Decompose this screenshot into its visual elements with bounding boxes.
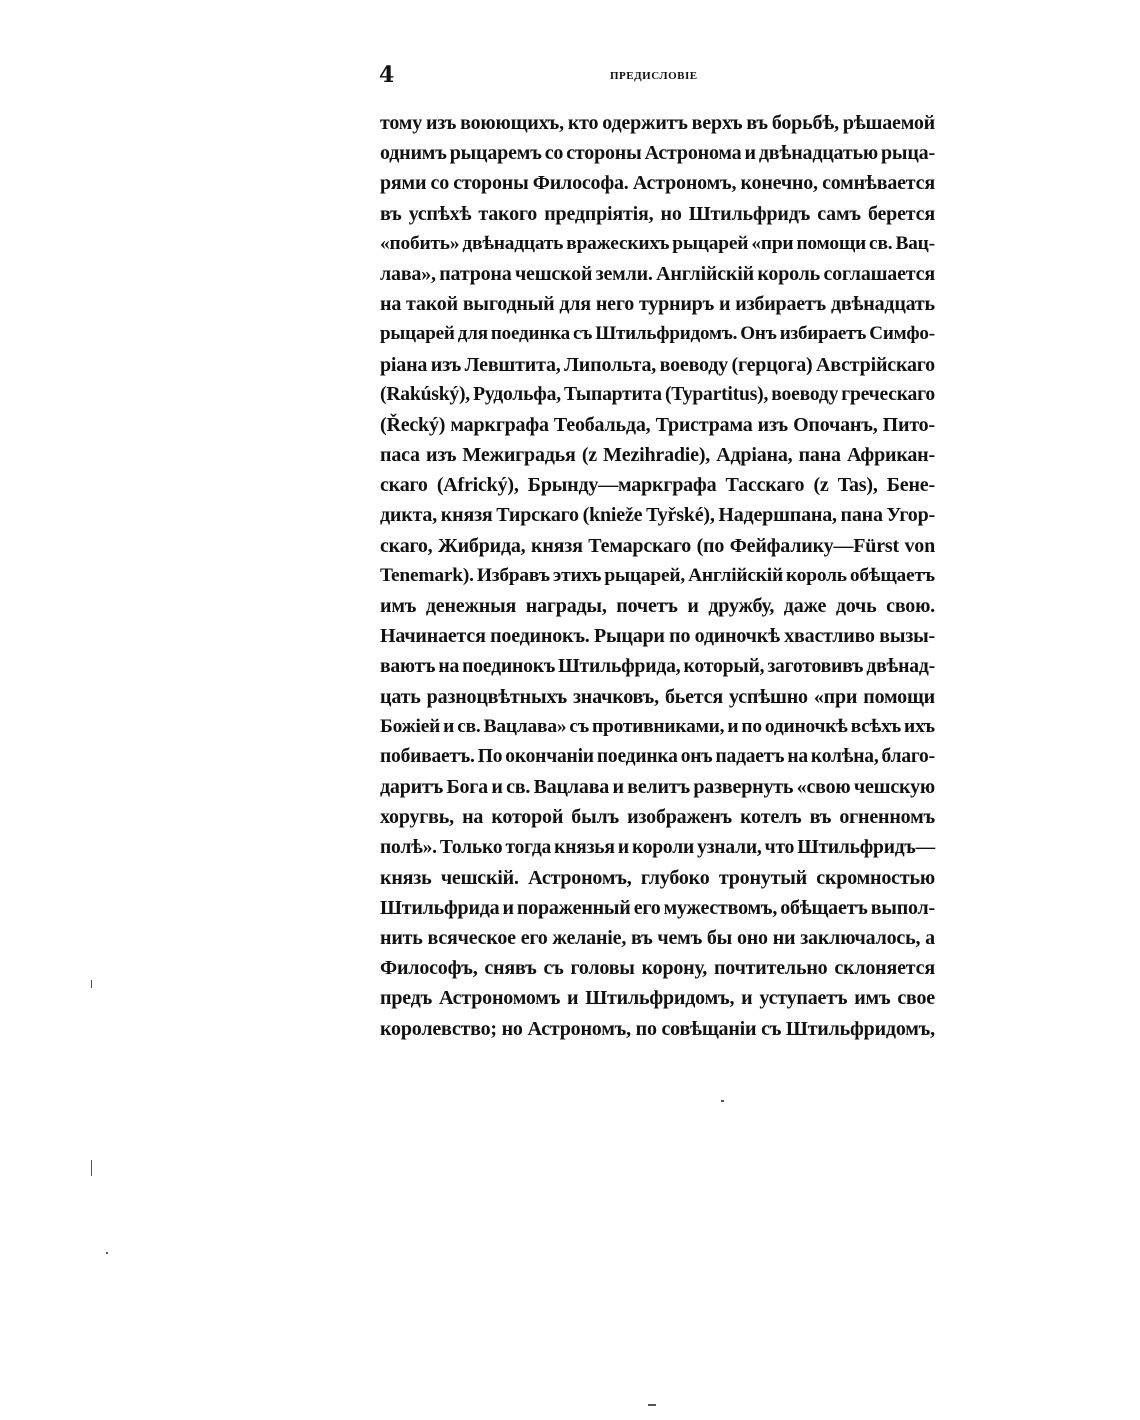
word: двѣнадцать [830, 293, 935, 316]
text-line [380, 229, 935, 259]
word: который, [683, 655, 765, 678]
text-line [380, 380, 935, 410]
word: свою. [886, 595, 935, 617]
word: рыцарей [380, 323, 455, 345]
word: князья [554, 836, 615, 858]
word: (knieže [582, 504, 643, 527]
text-line [380, 199, 935, 229]
word: разноцвѣтныхъ [426, 685, 567, 708]
word: Tenemark). [380, 564, 474, 586]
text-line [380, 289, 935, 319]
word: Тасскаго [725, 474, 805, 497]
text-line [380, 651, 935, 681]
text-line [380, 168, 935, 198]
word: пана [798, 444, 841, 467]
word: дочь [835, 595, 877, 617]
word: (Africký), [436, 474, 519, 497]
word: Штильфрида, [558, 655, 681, 678]
text-line [380, 772, 935, 802]
word: и [443, 715, 455, 737]
word: обѣщаетъ [780, 896, 868, 919]
word: полѣ». [380, 836, 437, 858]
word: Жибрида, [438, 534, 526, 557]
word: двѣнадцать [462, 232, 564, 254]
word: которой [491, 806, 564, 829]
word: маркграфа [450, 413, 549, 436]
word: по [669, 625, 691, 648]
text-line [380, 531, 935, 561]
word: Mezihradie), [603, 444, 711, 467]
word: Философъ, [380, 957, 478, 980]
word: патрона [439, 262, 512, 285]
word: изъ [430, 353, 462, 376]
word: скромностью [816, 866, 935, 889]
text-line [380, 682, 935, 712]
word: «свою [796, 776, 851, 799]
word: По [477, 745, 503, 767]
word: даже [783, 595, 827, 617]
word: изображенъ [627, 806, 732, 829]
text-line [380, 500, 935, 530]
word: чешскую [853, 776, 935, 799]
word: князь [380, 866, 432, 889]
word: рѣшаемой [842, 112, 935, 134]
word: Астронома [644, 142, 742, 165]
word: стороны [566, 142, 642, 165]
word: скаго, [380, 534, 433, 557]
word: совѣщаніи [661, 1017, 757, 1040]
word: развернуть [693, 776, 794, 799]
word: (z [813, 474, 829, 497]
word: князя [531, 534, 583, 557]
word: короли [631, 836, 695, 858]
word: этихъ [552, 564, 602, 586]
word: воеводу [771, 383, 839, 405]
word: «при [751, 232, 794, 254]
word: и [741, 987, 753, 1010]
word: Астрономъ, [632, 172, 737, 195]
word: верхъ [691, 112, 743, 134]
word: для [559, 293, 591, 316]
word: св. [869, 232, 893, 254]
running-head: ПРЕДИСЛОВІЕ [610, 70, 698, 82]
word: двѣнадцатью [758, 142, 878, 165]
word: имъ [380, 595, 417, 617]
word: чешскій. [440, 866, 519, 889]
word: однимъ [380, 142, 447, 165]
text-line [380, 923, 935, 953]
word: него [595, 293, 635, 316]
word: бьется [664, 685, 723, 708]
word: его [633, 896, 661, 919]
word: сомнѣвается [822, 172, 935, 195]
word: берется [867, 202, 935, 225]
word: котелъ [740, 806, 802, 829]
word: Тыпартита [564, 383, 662, 405]
word: пана [840, 504, 883, 527]
word: Левштита, [464, 353, 561, 376]
word: денежныя [425, 595, 517, 617]
word: съ [572, 323, 593, 345]
scan-speck [721, 1100, 724, 1102]
word: Начинается [380, 625, 486, 648]
word: велитъ [627, 776, 690, 799]
text-line [380, 953, 935, 983]
word: кто [567, 112, 599, 134]
word: одиночкѣ [694, 625, 780, 648]
word: рыца- [880, 142, 935, 165]
word: падаетъ [715, 745, 785, 767]
word: съ [761, 1017, 782, 1040]
word: огненномъ [839, 806, 935, 829]
word: двѣнад- [866, 655, 935, 678]
word: побиваетъ. [380, 745, 475, 767]
word: Божіей [380, 715, 441, 737]
word: «при [813, 685, 858, 708]
word: греческаго [841, 383, 935, 405]
word: воюющихъ, [460, 112, 564, 134]
word: головы [570, 957, 635, 980]
word: Рыцари [593, 625, 665, 648]
word: что [764, 836, 795, 858]
word: для [457, 323, 488, 345]
word: св. [457, 715, 481, 737]
word: Штильфридомъ, [585, 987, 735, 1010]
word: чешской [514, 262, 593, 285]
word: Англійскій [688, 564, 783, 586]
word: выпол- [870, 896, 935, 919]
word: Липольта, [564, 353, 657, 376]
scan-speck [91, 1160, 92, 1176]
word: снявъ [484, 957, 537, 980]
word: одиночкѣ [764, 715, 848, 737]
word: тому [380, 112, 423, 134]
word: съ [569, 715, 589, 737]
word: оно [736, 927, 768, 950]
word: Фейфалику—Fürst [729, 534, 899, 557]
word: по [635, 1017, 657, 1040]
word: но [660, 202, 682, 225]
word: успѣшно [729, 685, 808, 708]
word: въ [630, 927, 653, 950]
word: предпріятія, [544, 202, 654, 225]
scan-speck [106, 1252, 108, 1254]
word: глубоко [640, 866, 710, 889]
word: мужествомъ, [663, 896, 778, 919]
word: Рудольфа, [473, 383, 561, 405]
text-line [380, 108, 935, 138]
word: со [544, 142, 564, 165]
word: дикта, [380, 504, 438, 527]
word: противниками, [592, 715, 725, 737]
word: (герцога) [731, 353, 813, 376]
word: пораженный [516, 896, 631, 919]
word: стороны [453, 172, 529, 195]
word: Вацлава [533, 776, 610, 799]
word: рыцарей [672, 232, 749, 254]
word: чемъ [657, 927, 703, 950]
word: заключалось, [800, 927, 921, 950]
text-line [380, 350, 935, 380]
word: его [520, 927, 548, 950]
word: одержитъ [602, 112, 688, 134]
word: на [380, 293, 402, 316]
word: Тристрама [655, 413, 753, 436]
word: Вацлава» [483, 715, 567, 737]
word: хоругвь, [380, 806, 454, 829]
text-line [380, 1014, 935, 1044]
word: борьбѣ, [771, 112, 839, 134]
word: Теобальда, [553, 413, 651, 436]
word: паса [380, 444, 420, 467]
word: король [786, 564, 847, 586]
word: въ [746, 112, 768, 134]
word: Астрономъ, [528, 866, 632, 889]
text-line [380, 621, 935, 651]
word: изъ [426, 444, 457, 467]
word: даритъ [380, 776, 444, 799]
word: королевство; [380, 1017, 497, 1040]
word: и [617, 836, 629, 858]
word: на [438, 655, 460, 678]
word: и [567, 987, 579, 1010]
word: избираетъ [779, 323, 867, 345]
word: воеводу [659, 353, 728, 376]
word: успѣхѣ [408, 202, 472, 225]
text-line [380, 742, 935, 772]
word: ріана [380, 353, 428, 376]
word: избираетъ [735, 293, 827, 316]
word: дружбу, [708, 595, 775, 617]
word: (Řecký) [380, 413, 446, 436]
word: поединка [596, 745, 678, 767]
word: поединокъ [462, 655, 556, 678]
word: въ [380, 202, 402, 225]
word: Симфо- [869, 323, 935, 345]
word: Угор- [886, 504, 935, 527]
word: земли. [595, 262, 653, 285]
word: и [727, 715, 739, 737]
text-line [380, 893, 935, 923]
scan-speck [648, 1404, 656, 1406]
word: уступаетъ [759, 987, 848, 1010]
word: изъ [757, 413, 788, 436]
word: Брынду—маркграфа [527, 474, 717, 497]
word: обѣщаетъ [849, 564, 935, 586]
word: св. [506, 776, 531, 799]
word: бы [706, 927, 733, 950]
word: Tyřské), [646, 504, 715, 527]
word: (z [581, 444, 597, 467]
word: выгодный [462, 293, 555, 316]
text-line [380, 833, 935, 863]
word: нить [380, 927, 423, 950]
word: узнали, [697, 836, 762, 858]
word: на [787, 745, 808, 767]
word: Опочанъ, [793, 413, 878, 436]
word: Вац- [895, 232, 935, 254]
word: вражескихъ [566, 232, 670, 254]
word: ни [772, 927, 796, 950]
word: Надершпана, [718, 504, 837, 527]
text-line [380, 712, 935, 742]
word: Философа. [532, 172, 629, 195]
word: скаго [380, 474, 428, 497]
word: Англійскій [656, 262, 754, 285]
word: вызы- [879, 625, 935, 648]
word: въ [809, 806, 832, 829]
word: тронутый [718, 866, 807, 889]
word: Избравъ [476, 564, 550, 586]
word: рыцарей, [604, 564, 686, 586]
word: Tas), [837, 474, 878, 497]
word: корону, [641, 957, 708, 980]
word: на [462, 806, 484, 829]
text-line [380, 440, 935, 470]
word: поединка [490, 323, 570, 345]
word: король [757, 262, 821, 285]
text-line [380, 983, 935, 1013]
word: (по [696, 534, 725, 557]
text-line [380, 591, 935, 621]
word: изъ [425, 112, 457, 134]
word: предъ [380, 987, 433, 1010]
text-line [380, 863, 935, 893]
word: Африкан- [846, 444, 935, 467]
word: (Typartitus), [664, 383, 769, 405]
word: Астрономъ, [527, 1017, 631, 1040]
word: награды, [525, 595, 607, 617]
word: и [502, 896, 514, 919]
text-line [380, 319, 935, 349]
word: всѣхъ [850, 715, 901, 737]
text-line [380, 138, 935, 168]
word: помощи [796, 232, 866, 254]
word: Темарскаго [588, 534, 692, 557]
word: Штильфридъ— [797, 836, 935, 858]
word: Штильфридомъ. [595, 323, 738, 345]
word: а [925, 927, 935, 950]
text-line [380, 561, 935, 591]
text-line [380, 470, 935, 500]
word: von [904, 534, 935, 557]
word: рыцаремъ [449, 142, 542, 165]
word: благо- [881, 745, 935, 767]
text-line [380, 410, 935, 440]
word: и [719, 293, 731, 316]
word: и [687, 595, 699, 617]
word: и [744, 142, 756, 165]
word: Штильфрида [380, 896, 500, 919]
word: склоняется [834, 957, 935, 980]
word: тогда [505, 836, 552, 858]
word: окончаніи [505, 745, 594, 767]
word: Австрійскаго [816, 353, 935, 376]
word: съ [543, 957, 564, 980]
word: почтительно [713, 957, 828, 980]
word: поединокъ. [490, 625, 590, 648]
text-line [380, 259, 935, 289]
word: значковъ, [572, 685, 659, 708]
word: князя [440, 504, 493, 527]
word: Штильфридомъ, [785, 1017, 935, 1040]
word: заготовивъ [767, 655, 864, 678]
word: Пито- [882, 413, 935, 436]
word: (Rakúský), [380, 383, 471, 405]
word: но [501, 1017, 523, 1040]
word: имъ [854, 987, 891, 1010]
word: лава», [380, 262, 436, 285]
word: почетъ [616, 595, 678, 617]
word: рями [380, 172, 427, 195]
word: турниръ [638, 293, 715, 316]
word: свое [897, 987, 935, 1010]
word: конечно, [740, 172, 818, 195]
word: Тирскаго [496, 504, 579, 527]
word: помощи [863, 685, 935, 708]
body-text [380, 108, 935, 1044]
word: цать [380, 685, 421, 708]
word: Адріана, [716, 444, 793, 467]
word: и [612, 776, 624, 799]
word: Онъ [740, 323, 777, 345]
page-number: 4 [379, 62, 395, 88]
word: хвастливо [784, 625, 875, 648]
word: со [430, 172, 449, 195]
word: и [491, 776, 503, 799]
word: Астрономомъ [438, 987, 561, 1010]
text-line [380, 802, 935, 832]
word: онъ [680, 745, 713, 767]
word: Межиградья [462, 444, 576, 467]
word: всяческое [427, 927, 516, 950]
word: ихъ [904, 715, 935, 737]
word: Штильфридъ [688, 202, 811, 225]
word: ваютъ [380, 655, 436, 678]
word: «побить» [380, 232, 460, 254]
word: желаніе, [552, 927, 627, 950]
word: Только [439, 836, 503, 858]
word: самъ [817, 202, 861, 225]
scan-speck [91, 980, 92, 988]
word: такой [406, 293, 458, 316]
word: Бога [446, 776, 488, 799]
word: былъ [571, 806, 619, 829]
word: соглашается [823, 262, 935, 285]
word: такого [478, 202, 538, 225]
word: Бене- [886, 474, 935, 497]
word: по [741, 715, 762, 737]
word: колѣна, [810, 745, 879, 767]
